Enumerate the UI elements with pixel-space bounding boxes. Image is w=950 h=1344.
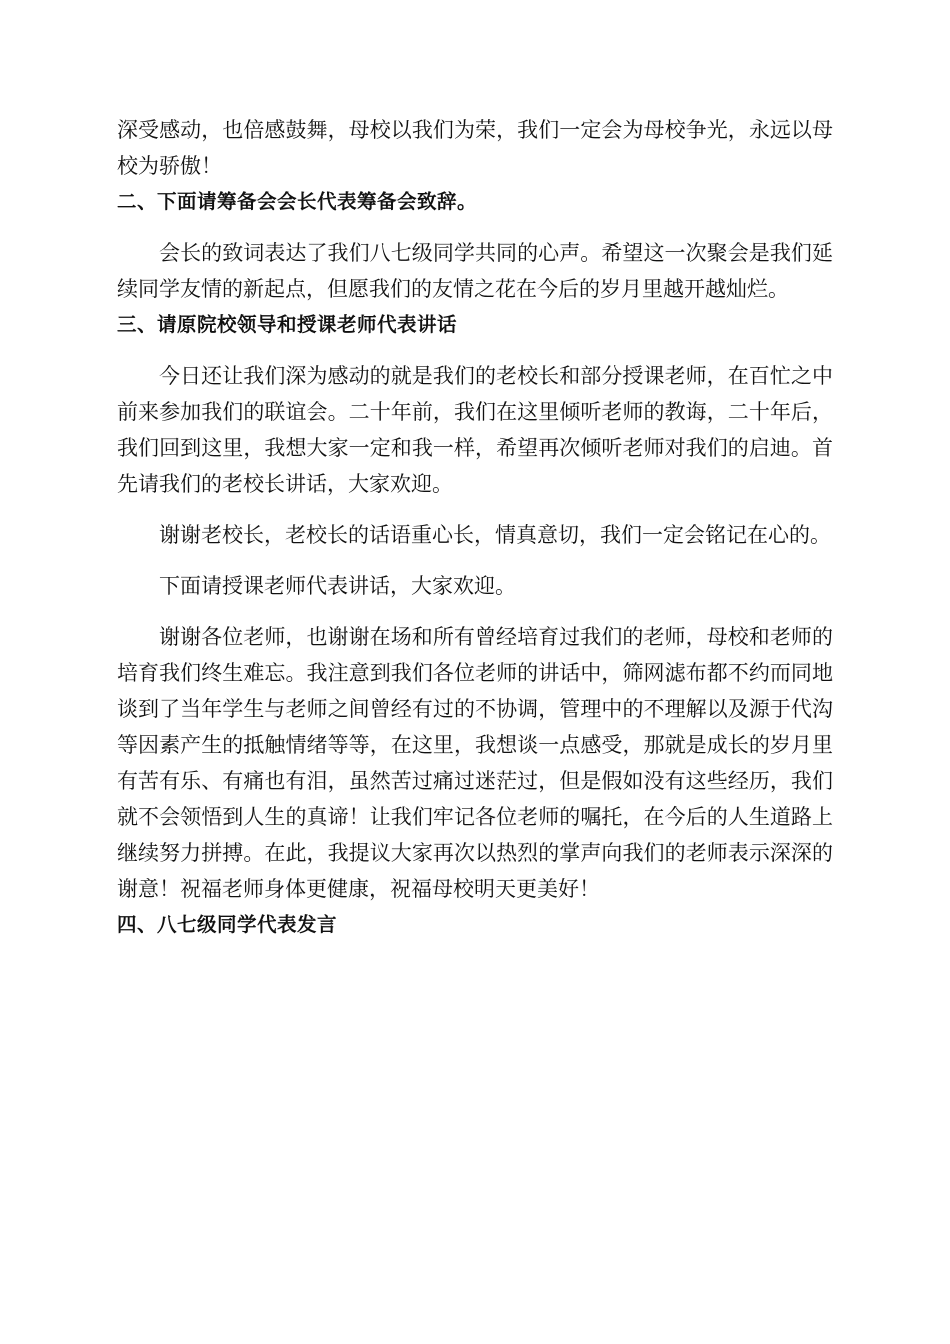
document-page	[117, 112, 833, 943]
section-heading-3: 三、请原院校领导和授课老师代表讲话	[117, 313, 458, 336]
paragraph-thank-teachers: 谢谢各位老师，也谢谢在场和所有曾经培育过我们的老师，母校和老师的培育我们终生难忘。我注意到我们各位老师的讲话中，筛网滤布都不约而同地谈到了当年学生与老师之间曾经有过的不协调，管理中的不理解以及源于代沟等因素产生的抵触情绪等等，在这里，我想谈一点感受，那就是成长的岁月里有苦有乐、有痛也有泪，虽然苦过痛过迷茫过，但是假如没有这些经历，我们就不会领悟到人生的真谛！让我们牢记各位老师的嘱托，在今后的人生道路上继续努力拼搏。在此，我提议大家再次以热烈的掌声向我们的老师表示深深的谢意！祝福老师身体更健康，祝福母校明天更美好！	[117, 625, 833, 901]
paragraph-chairman-speech: 会长的致词表达了我们八七级同学共同的心声。希望这一次聚会是我们延续同学友情的新起点，但愿我们的友情之花在今后的岁月里越开越灿烂。	[117, 241, 833, 301]
paragraph-continuation: 深受感动，也倍感鼓舞，母校以我们为荣，我们一定会为母校争光，永远以母校为骄傲！	[117, 118, 833, 178]
section-heading-4: 四、八七级同学代表发言	[117, 913, 338, 936]
paragraph-thank-principal: 谢谢老校长，老校长的话语重心长，情真意切，我们一定会铭记在心的。	[159, 523, 831, 547]
paragraph-teacher-invite: 下面请授课老师代表讲话，大家欢迎。	[159, 574, 516, 598]
paragraph-leaders-intro: 今日还让我们深为感动的就是我们的老校长和部分授课老师，在百忙之中前来参加我们的联谊会。二十年前，我们在这里倾听老师的教诲，二十年后，我们回到这里，我想大家一定和我一样，希望再次倾听老师对我们的启迪。首先请我们的老校长讲话，大家欢迎。	[117, 364, 833, 496]
section-heading-2: 二、下面请筹备会会长代表筹备会致辞。	[117, 190, 478, 213]
